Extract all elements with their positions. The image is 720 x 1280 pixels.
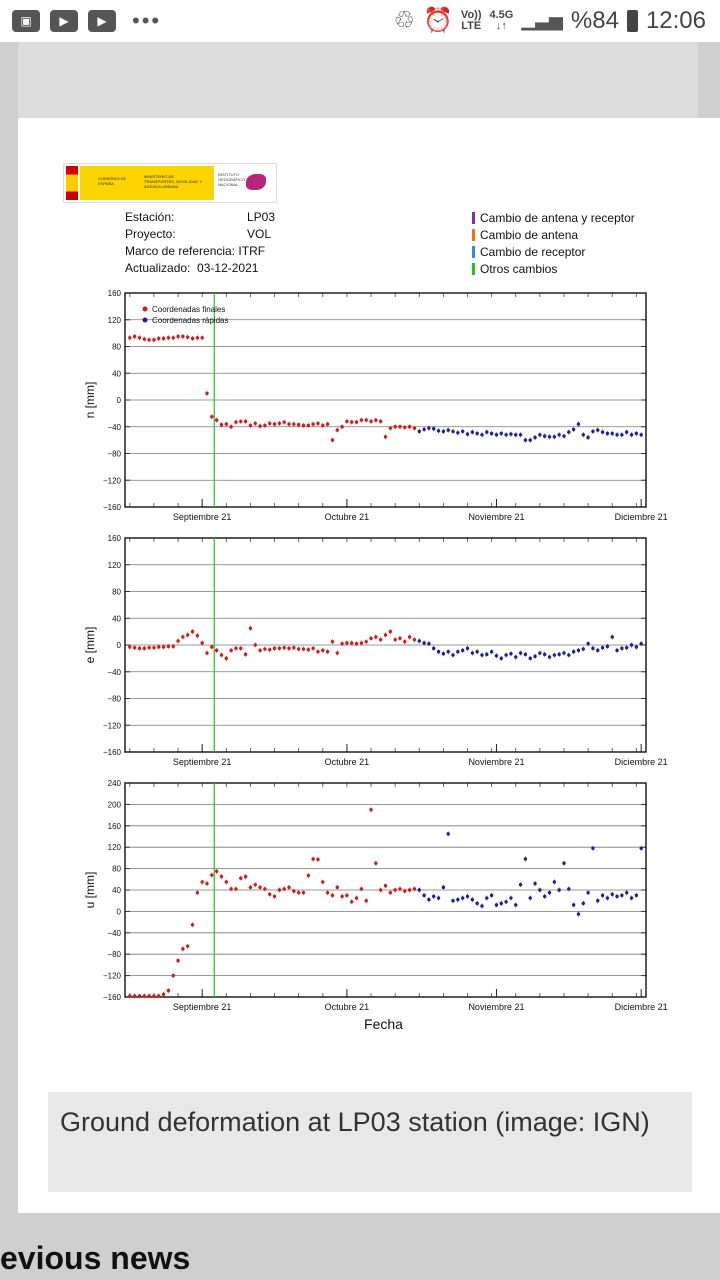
signal-bottom-text: ↓↑ [495, 19, 507, 32]
battery-icon [627, 10, 638, 32]
battery-percent: %84 [570, 6, 619, 34]
legend-swatch-receiver [472, 246, 475, 258]
ytick-label-2-6: 80 [112, 864, 121, 874]
ytick-label-1-0: −160 [102, 748, 121, 757]
xtick-label-2-2: Noviembre 21 [468, 1002, 525, 1012]
legend-receiver: Cambio de receptor [480, 244, 586, 259]
gallery-notification-icon: ▣ [12, 10, 40, 32]
station-info [125, 209, 275, 277]
logo-ministry-text: MINISTERIO DE TRANSPORTES, MOVILIDAD Y AGENDA URBANA [144, 174, 202, 189]
project-value: VOL [247, 227, 272, 241]
deformation-chart [0, 280, 720, 1040]
xtick-label-1-3: Diciembre 21 [614, 757, 668, 767]
ytick-label-0-1: −120 [102, 476, 121, 486]
ytick-label-2-9: 200 [107, 800, 121, 810]
legend-swatch-other [472, 263, 475, 275]
ytick-label-1-7: 120 [107, 560, 121, 570]
volte-indicator [461, 10, 482, 32]
legend-other: Otros cambios [480, 261, 558, 276]
alarm-icon: ⏰ [423, 7, 453, 34]
more-notifications-icon: ••• [132, 8, 162, 33]
spain-flag-icon [66, 166, 78, 200]
updated-label: Actualizado: [125, 261, 191, 275]
status-bar [0, 0, 720, 42]
ytick-label-1-2: −80 [107, 694, 121, 704]
legend-swatch-antenna-receiver [472, 212, 475, 224]
youtube-notification-icon-2: ▶ [88, 10, 116, 32]
series-legend-marker-0 [143, 307, 148, 312]
signal-bars-icon: ▁▃▅ [521, 10, 563, 30]
ytick-label-2-1: −120 [102, 971, 121, 981]
ign-mark-icon [246, 174, 266, 190]
ytick-label-2-2: −80 [107, 950, 121, 960]
series-legend-label-1: Coordenadas rápidas [152, 316, 229, 325]
ign-logo [63, 163, 277, 203]
project-label: Proyecto: [125, 227, 176, 241]
station-value: LP03 [247, 210, 276, 224]
data-indicator [490, 10, 514, 32]
ytick-label-1-6: 80 [112, 587, 121, 597]
ytick-label-2-7: 120 [107, 843, 121, 853]
ytick-label-2-0: −160 [102, 993, 121, 1002]
logo-ign-text: INSTITUTO GEOGRÁFICO NACIONAL [218, 172, 246, 187]
ytick-label-2-8: 160 [107, 821, 121, 831]
xtick-label-1-0: Septiembre 21 [172, 757, 232, 767]
ytick-label-0-6: 80 [112, 342, 121, 352]
frame-label: Marco de referencia: [125, 244, 236, 258]
xtick-label-1-2: Noviembre 21 [468, 757, 525, 767]
ytick-label-2-5: 40 [112, 886, 121, 895]
frame-value: ITRF [238, 244, 266, 258]
ytick-label-2-10: 240 [107, 779, 121, 788]
xtick-label-0-3: Diciembre 21 [614, 512, 668, 522]
ytick-label-2-4: 0 [116, 907, 121, 917]
ytick-label-0-3: −40 [107, 422, 121, 432]
clock: 12:06 [645, 6, 706, 34]
youtube-notification-icon: ▶ [50, 10, 78, 32]
station-label: Estación: [125, 210, 175, 224]
image-caption: Ground deformation at LP03 station (image: IGN) [48, 1092, 692, 1192]
ytick-label-1-4: 0 [116, 641, 121, 650]
background-heading: evious news [0, 1240, 191, 1276]
xtick-label-1-1: Octubre 21 [324, 757, 370, 767]
xtick-label-2-3: Diciembre 21 [614, 1002, 668, 1012]
ytick-label-1-1: −120 [102, 721, 121, 731]
ylabel-2: u [mm] [83, 871, 97, 909]
legend-antenna: Cambio de antena [480, 227, 579, 242]
ytick-label-1-5: 40 [112, 614, 121, 624]
legend-antenna-receiver: Cambio de antena y receptor [480, 210, 635, 225]
ytick-label-1-8: 160 [107, 534, 121, 543]
xtick-label-2-1: Octubre 21 [324, 1002, 370, 1012]
ytick-label-2-3: −40 [107, 928, 121, 938]
signal-top-text: 4.5G [489, 8, 514, 21]
ministry-band [80, 166, 214, 200]
panel-0 [83, 289, 668, 522]
ylabel-0: n [mm] [83, 381, 97, 419]
panel-2 [83, 779, 668, 1012]
network-bottom-text: LTE [461, 19, 482, 32]
series-legend-label-0: Coordenadas finales [152, 305, 226, 314]
logo-government-text: GOBIERNO DE ESPAÑA [98, 176, 127, 186]
xaxis-label: Fecha [364, 1016, 403, 1032]
xtick-label-2-0: Septiembre 21 [172, 1002, 232, 1012]
ytick-label-0-5: 40 [112, 369, 121, 379]
ytick-label-0-8: 160 [107, 289, 121, 298]
ytick-label-0-7: 120 [107, 315, 121, 325]
recycle-icon: ♲ [393, 7, 416, 34]
series-legend-marker-1 [143, 318, 148, 323]
ytick-label-0-2: −80 [107, 449, 121, 459]
updated-value: 03-12-2021 [197, 261, 259, 275]
ytick-label-1-3: −40 [107, 667, 121, 677]
legend-swatch-antenna [472, 229, 475, 241]
ytick-label-0-4: 0 [116, 396, 121, 405]
ylabel-1: e [mm] [83, 626, 97, 664]
change-legend [472, 209, 635, 277]
panel-1 [83, 534, 668, 767]
network-top-text: Vo)) [460, 8, 482, 21]
xtick-label-0-2: Noviembre 21 [468, 512, 525, 522]
xtick-label-0-1: Octubre 21 [324, 512, 370, 522]
xtick-label-0-0: Septiembre 21 [172, 512, 232, 522]
ytick-label-0-0: −160 [102, 503, 121, 512]
